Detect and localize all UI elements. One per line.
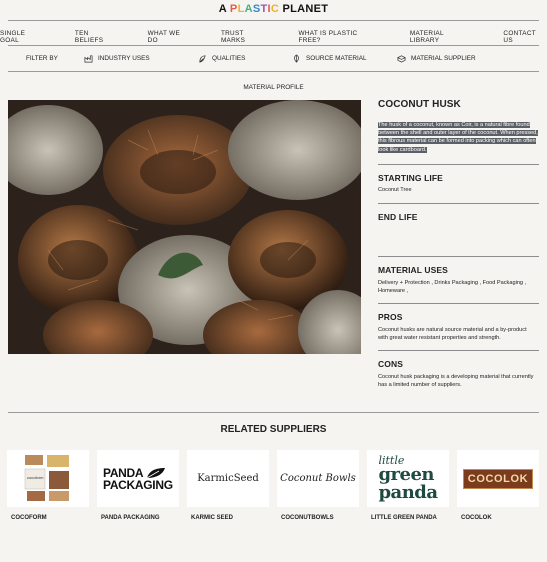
logo-letter: S xyxy=(252,3,261,15)
filter-label: SOURCE MATERIAL xyxy=(306,55,367,62)
supplier-name[interactable]: COCOLOK xyxy=(461,515,492,521)
filter-material-supplier[interactable] xyxy=(397,54,476,63)
divider xyxy=(8,71,539,72)
filter-by-label: FILTER BY xyxy=(26,55,58,62)
logo-letter: I xyxy=(267,3,271,15)
divider xyxy=(8,412,539,413)
filter-industry-uses[interactable] xyxy=(84,54,150,63)
divider xyxy=(378,350,539,351)
divider xyxy=(378,164,539,165)
nav-what-is-plastic-free[interactable]: WHAT IS PLASTIC FREE? xyxy=(298,30,358,44)
svg-text:cocoform: cocoform xyxy=(27,475,44,480)
supplier-card-little-green-panda[interactable] xyxy=(367,450,449,507)
related-suppliers-title: RELATED SUPPLIERS xyxy=(220,424,327,435)
logo-letter: PLANET xyxy=(279,3,329,15)
material-uses-value: Delivery + Protection , Drinks Packaging , Food Packaging , Homeware , xyxy=(378,280,527,295)
material-profile-label: MATERIAL PROFILE xyxy=(243,84,304,91)
filter-source-material[interactable] xyxy=(292,54,367,63)
panda-packaging-logo: PANDA PACKAGING xyxy=(103,465,173,492)
divider xyxy=(378,203,539,204)
logo-letter: P xyxy=(229,3,238,15)
supplier-card-cocolok[interactable] xyxy=(457,450,539,507)
nav-what-we-do[interactable]: WHAT WE DO xyxy=(147,30,181,44)
nav-ten-beliefs[interactable]: TEN BELIEFS xyxy=(74,30,104,44)
divider xyxy=(8,20,539,21)
end-life-heading: END LIFE xyxy=(378,212,418,222)
cocolok-logo: COCOLOK xyxy=(463,469,533,489)
material-title: COCONUT HUSK xyxy=(378,99,461,110)
supplier-icon xyxy=(397,54,406,63)
supplier-card-cocoform[interactable] xyxy=(7,450,89,507)
starting-life-value: Coconut Tree xyxy=(378,187,412,193)
cons-heading: CONS xyxy=(378,359,403,369)
nav-material-library[interactable]: MATERIAL LIBRARY xyxy=(409,30,444,44)
site-logo[interactable] xyxy=(0,3,547,15)
filter-label: INDUSTRY USES xyxy=(98,55,150,62)
supplier-name[interactable]: KARMIC SEED xyxy=(191,515,234,521)
supplier-name[interactable]: COCONUTBOWLS xyxy=(281,515,334,521)
logo-letter: A xyxy=(218,3,230,15)
cons-value: Coconut husk packaging is a developing material that currently has a limited number of suppliers. xyxy=(378,374,534,389)
divider xyxy=(378,256,539,257)
qualities-icon xyxy=(198,54,207,63)
divider xyxy=(378,303,539,304)
pros-heading: PROS xyxy=(378,312,403,322)
supplier-name[interactable]: LITTLE GREEN PANDA xyxy=(371,515,437,521)
supplier-name[interactable]: PANDA PACKAGING xyxy=(101,515,160,521)
supplier-name[interactable]: COCOFORM xyxy=(11,515,47,521)
little-green-panda-logo: little green panda xyxy=(378,454,438,503)
logo-letter: T xyxy=(260,3,268,15)
karmic-seed-logo: KarmicSeed xyxy=(197,473,259,484)
nav-contact-us[interactable]: CONTACT US xyxy=(503,30,536,44)
cocoform-logo xyxy=(9,451,87,506)
supplier-card-karmic-seed[interactable] xyxy=(187,450,269,507)
logo-letter: C xyxy=(270,3,280,15)
material-description: The husk of a coconut, known as Coir, is a natural fibre found between the shell and outer layer of the coconut. When pressed, this fibrous material can be formed into packing which can often look like cardboard. xyxy=(378,122,538,153)
main-nav xyxy=(0,30,547,44)
supplier-card-coconutbowls[interactable] xyxy=(277,450,359,507)
material-uses-heading: MATERIAL USES xyxy=(378,265,448,275)
starting-life-heading: STARTING LIFE xyxy=(378,173,443,183)
coconut-bowls-logo: Coconut Bowls xyxy=(280,473,356,484)
filter-label: QUALITIES xyxy=(212,55,246,62)
leaf-icon xyxy=(292,54,301,63)
material-photo xyxy=(8,100,361,354)
divider xyxy=(8,45,539,46)
coconut-husk-image xyxy=(8,100,361,354)
nav-trust-marks[interactable]: TRUST MARKS xyxy=(220,30,246,44)
logo-letter: A xyxy=(244,3,253,15)
industry-icon xyxy=(84,54,93,63)
supplier-card-panda-packaging[interactable] xyxy=(97,450,179,507)
pros-value: Coconut husks are natural source material and a by-product with great water resistant properties and strength. xyxy=(378,327,527,342)
nav-single-goal[interactable]: SINGLE GOAL xyxy=(0,30,26,44)
filter-qualities[interactable] xyxy=(198,54,245,63)
filter-label: MATERIAL SUPPLIER xyxy=(411,55,476,62)
logo-letter: L xyxy=(237,3,245,15)
